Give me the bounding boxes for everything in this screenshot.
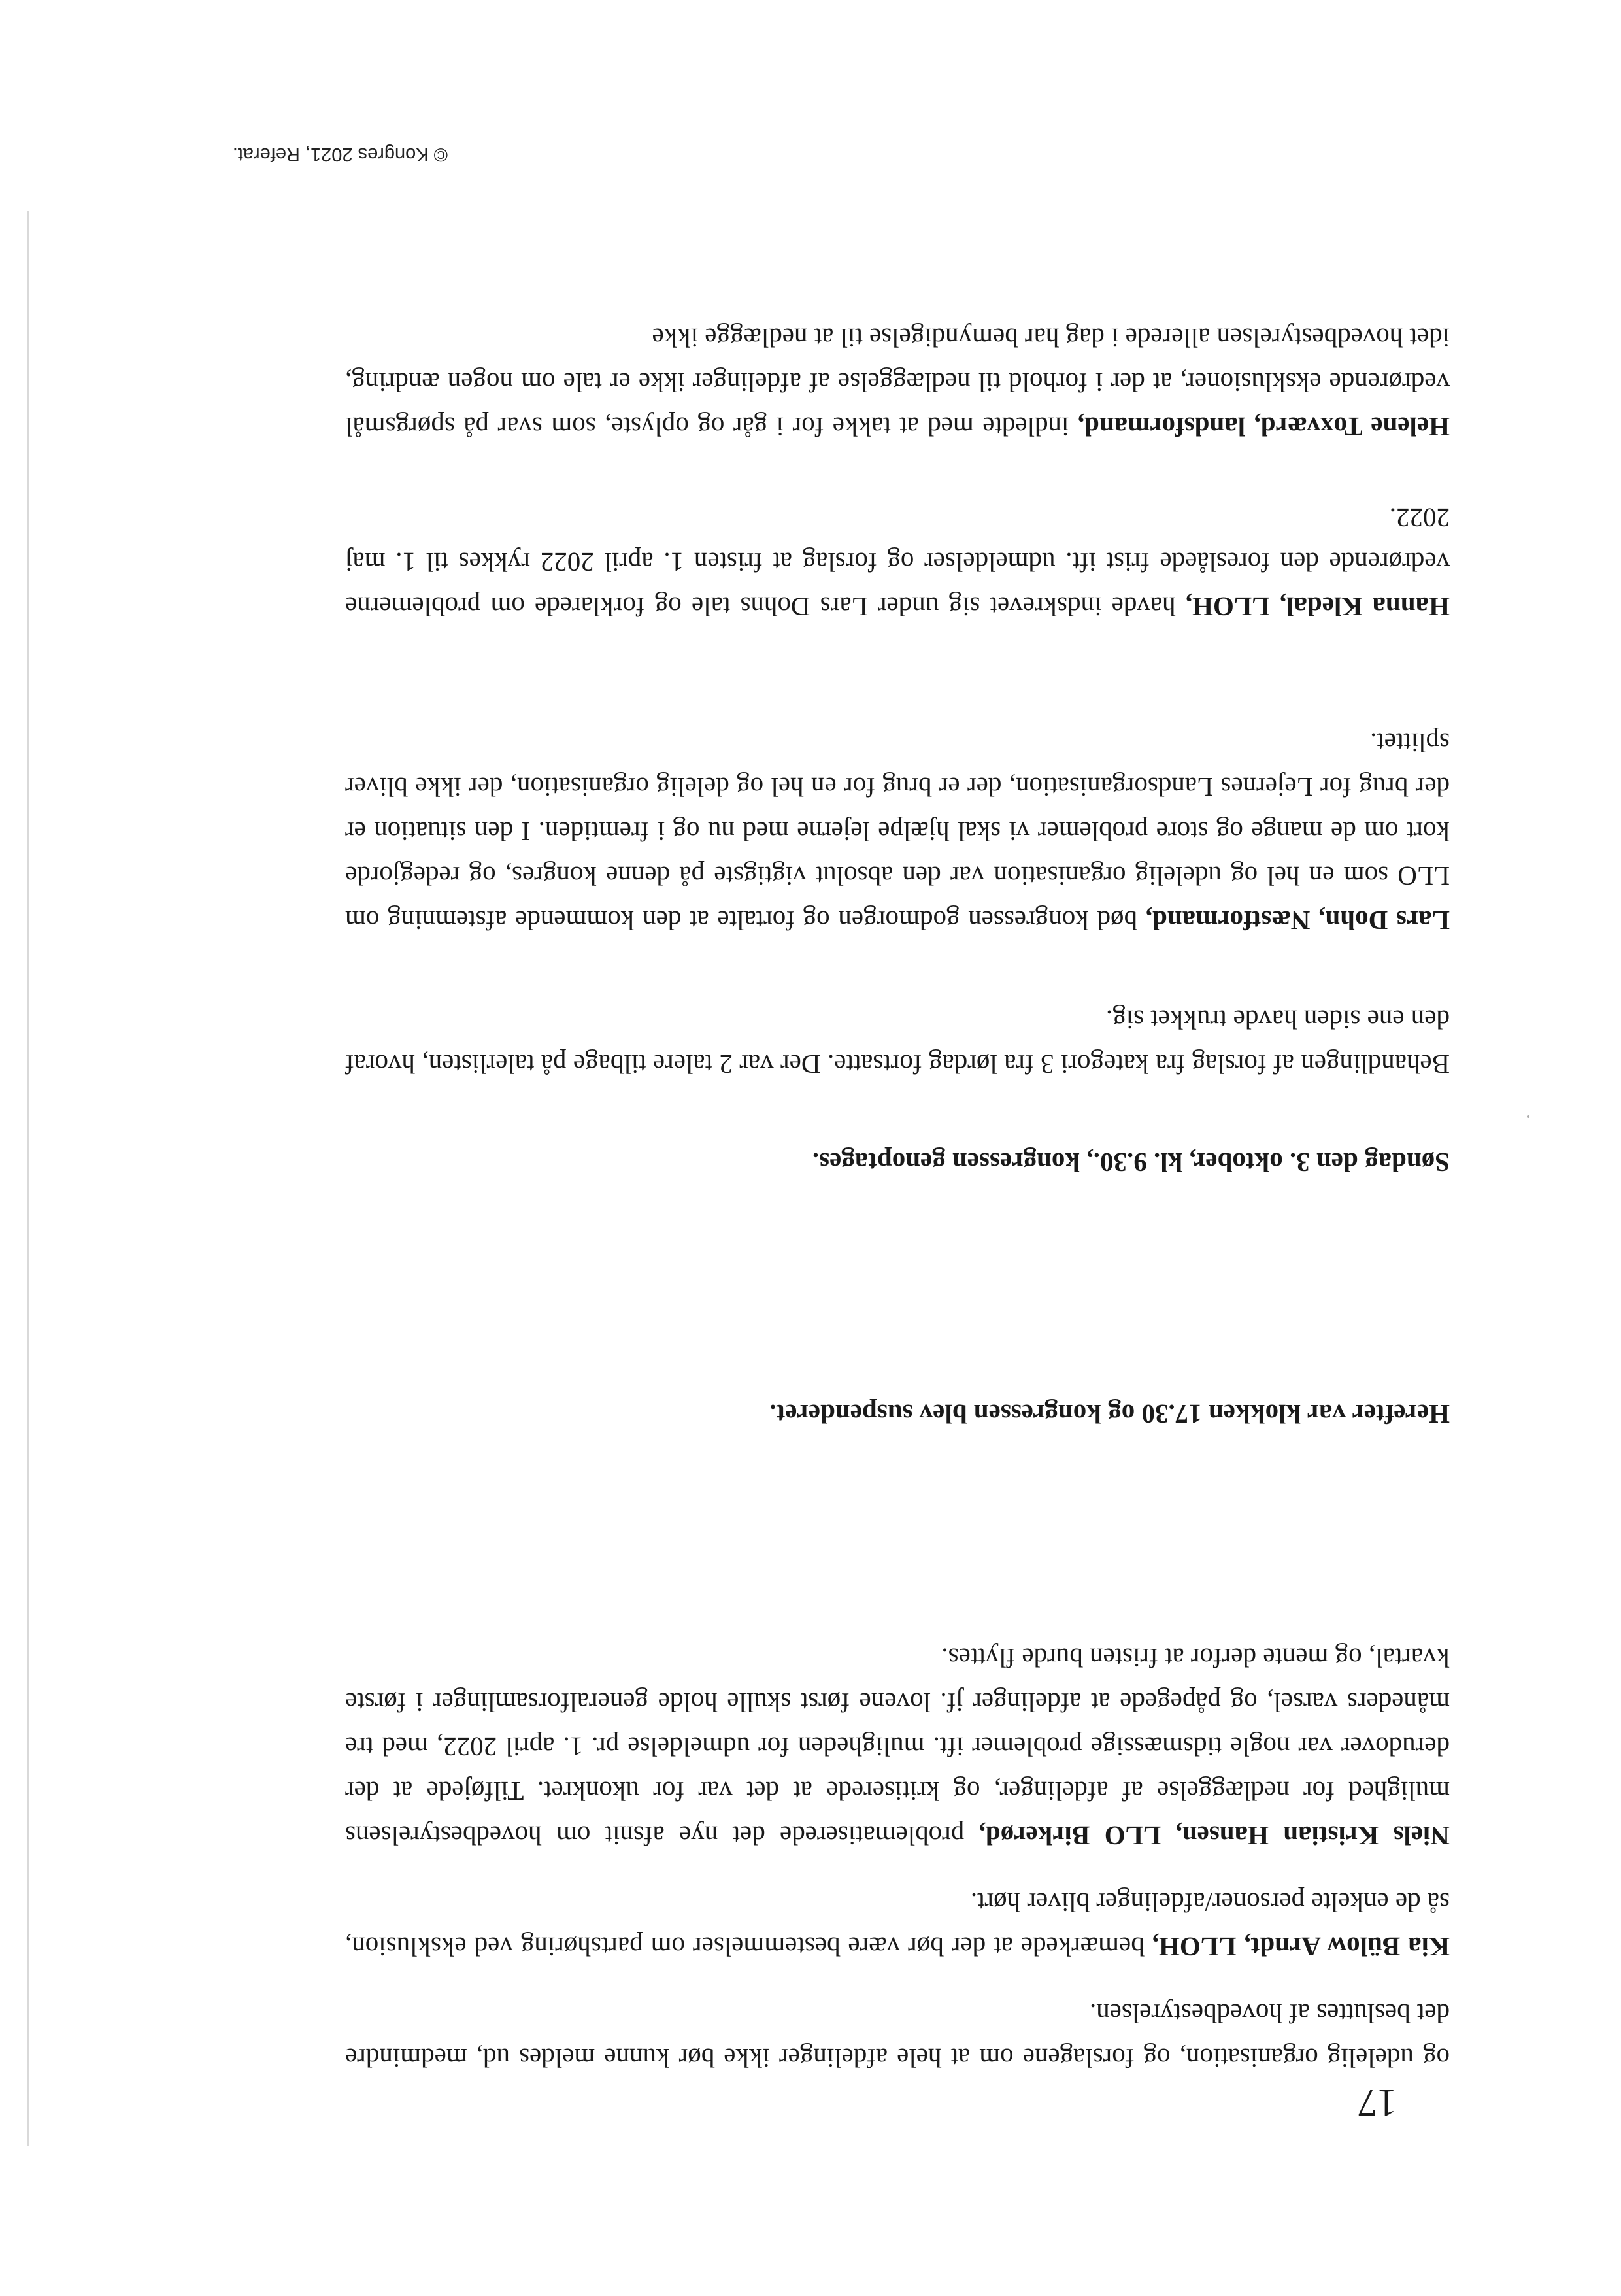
paragraph-helene-toxvaerd — [345, 316, 1450, 449]
copyright-icon: © — [433, 144, 448, 165]
page-number: 17 — [1358, 2082, 1397, 2125]
page-footer — [233, 143, 448, 165]
speaker-name: Lars Dohn, Næstformand, — [1145, 905, 1450, 936]
paragraph-lars-dohn — [345, 720, 1450, 943]
scan-speck — [1527, 1115, 1529, 1118]
paragraph-niels-kristian-hansen — [345, 1636, 1450, 1858]
speaker-name: Helene Toxværd, landsformand, — [1077, 412, 1450, 442]
paragraph-kia-bulow-arndt — [345, 1880, 1450, 1969]
speaker-name: Hanna Kledal, LLOH, — [1185, 592, 1450, 622]
paragraph-text: problematiserede det nye afsnit om hovedbestyrelsens mulighed for nedlæggelse af afdelinger, og kritiserede at det var for ukonkret. Tilføjede at der derudover var nogle tidsmæssige problemer ift. muligheden for udmeldelse pr. 1. april 2022, med tre måneders varsel, og påpegede at afdelinger jf. lovene først skulle holde generalforsamlinger i første kvartal, og mente derfor at fristen burde flyttes. — [345, 1643, 1450, 1851]
paragraph-category-3 — [345, 998, 1450, 1087]
speaker-name: Niels Kristian Hansen, LLO Birkerød, — [978, 1821, 1450, 1851]
paragraph-text: indledte med at takke for i går og oplyste, som svar på spørgsmål vedrørende eksklusioner, at der i forhold til nedlæggelse af afdelinger ikke er tale om nogen ændring, idet hovedbestyrelsen allerede i dag har bemyndigelse til at nedlægge ikke — [345, 323, 1450, 442]
paragraph-text: Behandlingen af forslag fra kategori 3 fra lørdag fortsatte. Der var 2 talere tilbage på talerlisten, hvoraf den ene siden havde trukket sig. — [345, 1005, 1450, 1079]
footer-text: Kongres 2021, Referat. — [232, 144, 429, 165]
paragraph-text: og udelelig organisation, og forslagene om at hele afdelinger ikke bør kunne meldes ud, medmindre det besluttes af hovedbestyrelsen. — [345, 1999, 1450, 2073]
paragraph-text: bød kongressen godmorgen og fortalte at den kommende afstemning om LLO som en hel og udelelig organisation var den absolut vigtigste på denne kongres, og redegjorde kort om de mange og store problemer vi skal hjælpe lejerne med nu og i fremtiden. I den situation er der brug for Lejernes Landsorganisation, der er brug for en hel og delelig organisation, der ikke bliver splittet. — [345, 728, 1450, 936]
paragraph-text: bemærkede at der bør være bestemmelser om partshøring ved eksklusion, så de enkelte personer/afdelinger bliver hørt. — [345, 1887, 1450, 1962]
suspension-notice: Herefter var klokken 17.30 og kongressen blev suspenderet. — [769, 1399, 1450, 1429]
paragraph-continuation — [345, 1991, 1450, 2080]
paragraph-text: havde indskrevet sig under Lars Dohns tale og forklarede om problemerne vedrørende den foreslåede frist ift. udmeldelser og forslag at fristen 1. april 2022 rykkes til 1. maj 2022. — [345, 503, 1450, 622]
paragraph-hanna-kledal — [345, 496, 1450, 629]
speaker-name: Kia Bülow Arndt, LLOH, — [1152, 1932, 1450, 1962]
sunday-session-heading: Søndag den 3. oktober, kl. 9.30., kongressen genoptages. — [812, 1147, 1450, 1177]
scan-edge-line — [27, 211, 29, 2146]
